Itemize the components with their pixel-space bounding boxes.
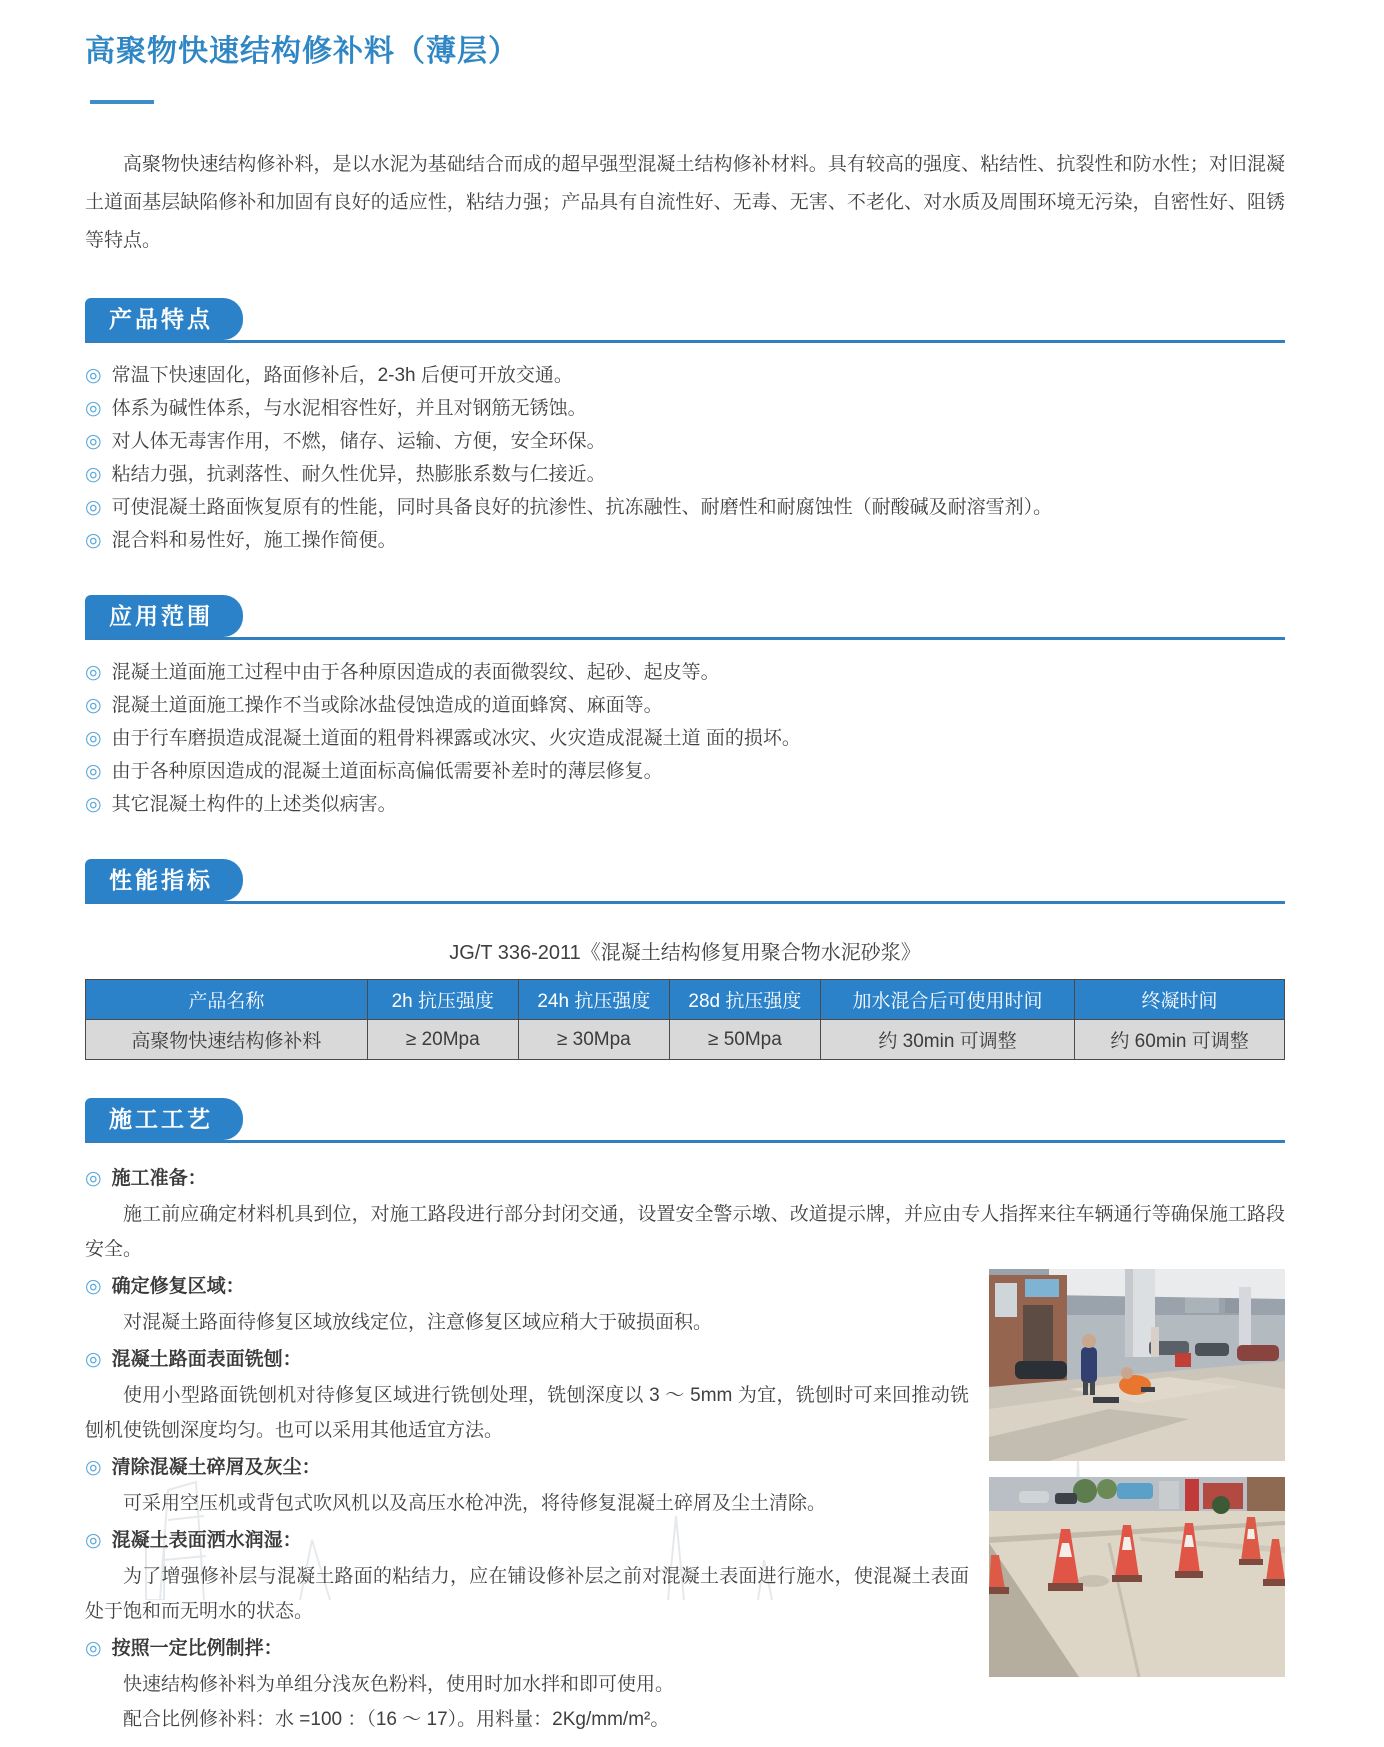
- table-cell: 高聚物快速结构修补料: [86, 1020, 368, 1060]
- table-header-row: [86, 980, 1285, 1020]
- list-item-text: 体系为碱性体系，与水泥相容性好，并且对钢筋无锈蚀。: [111, 398, 587, 419]
- process-section: [85, 1161, 1285, 1737]
- step-body: 快速结构修补料为单组分浅灰色粉料，使用时加水拌和即可使用。: [123, 1674, 675, 1695]
- intro-paragraph: 高聚物快速结构修补料，是以水泥为基础结合而成的超早强型混凝土结构修补材料。具有较高的强度、粘结性、抗裂性和防水性；对旧混凝土道面基层缺陷修补和加固有良好的适应性，粘结力强；产品具有自流性好、无毒、无害、不老化、对水质及周围环境无污染，自密性好、阻锈等特点。: [85, 154, 1285, 251]
- bullet-icon: ◎: [85, 695, 102, 716]
- table-header-cell: 24h 抗压强度: [518, 980, 669, 1020]
- step-body: 对混凝土路面待修复区域放线定位，注意修复区域应稍大于破损面积。: [123, 1312, 713, 1333]
- list-item: [85, 656, 1285, 689]
- list-item: [85, 524, 1285, 557]
- list-item-text: 对人体无毒害作用，不燃，储存、运输、方便，安全环保。: [111, 431, 606, 452]
- section-badge-features: 产品特点: [85, 298, 243, 340]
- title-dash: [90, 100, 154, 104]
- list-item-text: 混凝土道面施工操作不当或除冰盐侵蚀造成的道面蜂窝、麻面等。: [111, 695, 663, 716]
- bullet-icon: ◎: [85, 1457, 102, 1478]
- bullet-icon: ◎: [85, 1276, 102, 1297]
- list-item-text: 由于行车磨损造成混凝土道面的粗骨料裸露或冰灾、火灾造成混凝土道 面的损坏。: [111, 728, 801, 749]
- list-item-text: 其它混凝土构件的上述类似病害。: [111, 794, 397, 815]
- list-item-text: 常温下快速固化，路面修补后，2-3h 后便可开放交通。: [111, 365, 573, 386]
- bullet-icon: ◎: [85, 1638, 102, 1659]
- step-body: 可采用空压机或背包式吹风机以及高压水枪冲洗，将待修复混凝土碎屑及尘土清除。: [123, 1493, 827, 1514]
- bullet-icon: ◎: [85, 662, 102, 683]
- list-item: [85, 722, 1285, 755]
- table-header-cell: 终凝时间: [1075, 980, 1285, 1020]
- section-header-applications: [85, 595, 1285, 640]
- process-photo-1: [989, 1269, 1285, 1461]
- list-item: [85, 458, 1285, 491]
- list-item-text: 粘结力强，抗剥落性、耐久性优异，热膨胀系数与仁接近。: [111, 464, 606, 485]
- bullet-icon: ◎: [85, 794, 102, 815]
- bullet-icon: ◎: [85, 431, 102, 452]
- bullet-icon: ◎: [85, 398, 102, 419]
- table-caption: JG/T 336-2011《混凝土结构修复用聚合物水泥砂浆》: [449, 942, 921, 964]
- bullet-icon: ◎: [85, 464, 102, 485]
- process-step: [85, 1161, 1285, 1267]
- bullet-icon: ◎: [85, 1168, 102, 1189]
- process-photo-2: [989, 1477, 1285, 1677]
- list-item-text: 混合料和易性好，施工操作简便。: [111, 530, 397, 551]
- table-header-cell: 加水混合后可使用时间: [820, 980, 1074, 1020]
- list-item: [85, 359, 1285, 392]
- step-label: 混凝土路面表面铣刨：: [111, 1349, 302, 1370]
- features-list: [85, 359, 1285, 557]
- step-body: 配合比例修补料：水 =100 ：（16 ～ 17）。用料量：2Kg/mm/m²。: [123, 1709, 670, 1730]
- list-item: [85, 425, 1285, 458]
- section-badge-process: 施工工艺: [85, 1098, 243, 1140]
- table-cell: 约 30min 可调整: [820, 1020, 1074, 1060]
- list-item-text: 可使混凝土路面恢复原有的性能，同时具备良好的抗渗性、抗冻融性、耐磨性和耐腐蚀性（耐酸碱及耐溶雪剂）。: [111, 497, 1053, 518]
- list-item: [85, 392, 1285, 425]
- section-header-process: [85, 1098, 1285, 1143]
- photo-stack: [989, 1269, 1285, 1677]
- table-header-cell: 28d 抗压强度: [669, 980, 820, 1020]
- step-body: 施工前应确定材料机具到位，对施工路段进行部分封闭交通，设置安全警示墩、改道提示牌，并应由专人指挥来往车辆通行等确保施工路段安全。: [85, 1204, 1285, 1260]
- list-item-text: 混凝土道面施工过程中由于各种原因造成的表面微裂纹、起砂、起皮等。: [111, 662, 720, 683]
- bullet-icon: ◎: [85, 728, 102, 749]
- bullet-icon: ◎: [85, 530, 102, 551]
- section-header-performance: [85, 859, 1285, 904]
- list-item: [85, 689, 1285, 722]
- table-header-cell: 产品名称: [86, 980, 368, 1020]
- step-label: 按照一定比例制拌：: [111, 1638, 283, 1659]
- bullet-icon: ◎: [85, 1349, 102, 1370]
- applications-list: [85, 656, 1285, 821]
- section-badge-applications: 应用范围: [85, 595, 243, 637]
- step-label: 清除混凝土碎屑及灰尘：: [111, 1457, 321, 1478]
- bullet-icon: ◎: [85, 365, 102, 386]
- bullet-icon: ◎: [85, 497, 102, 518]
- section-header-features: [85, 298, 1285, 343]
- list-item: [85, 491, 1285, 524]
- step-body: 为了增强修补层与混凝土路面的粘结力，应在铺设修补层之前对混凝土表面进行施水，使混凝土表面处于饱和而无明水的状态。: [85, 1566, 969, 1622]
- table-cell: ≥ 20Mpa: [367, 1020, 518, 1060]
- performance-table: [85, 979, 1285, 1060]
- list-item: [85, 788, 1285, 821]
- table-row: [86, 1020, 1285, 1060]
- table-header-cell: 2h 抗压强度: [367, 980, 518, 1020]
- section-badge-performance: 性能指标: [85, 859, 243, 901]
- list-item: [85, 755, 1285, 788]
- step-label: 施工准备：: [111, 1168, 207, 1189]
- table-cell: ≥ 50Mpa: [669, 1020, 820, 1060]
- step-label: 混凝土表面洒水润湿：: [111, 1530, 302, 1551]
- step-body: 使用小型路面铣刨机对待修复区域进行铣刨处理，铣刨深度以 3 ～ 5mm 为宜，铣刨时可来回推动铣刨机使铣刨深度均匀。也可以采用其他适宜方法。: [85, 1385, 969, 1441]
- bullet-icon: ◎: [85, 1530, 102, 1551]
- step-label: 确定修复区域：: [111, 1276, 245, 1297]
- page-title: 高聚物快速结构修补料（薄层）: [85, 35, 519, 68]
- bullet-icon: ◎: [85, 761, 102, 782]
- table-cell: ≥ 30Mpa: [518, 1020, 669, 1060]
- table-cell: 约 60min 可调整: [1075, 1020, 1285, 1060]
- list-item-text: 由于各种原因造成的混凝土道面标高偏低需要补差时的薄层修复。: [111, 761, 663, 782]
